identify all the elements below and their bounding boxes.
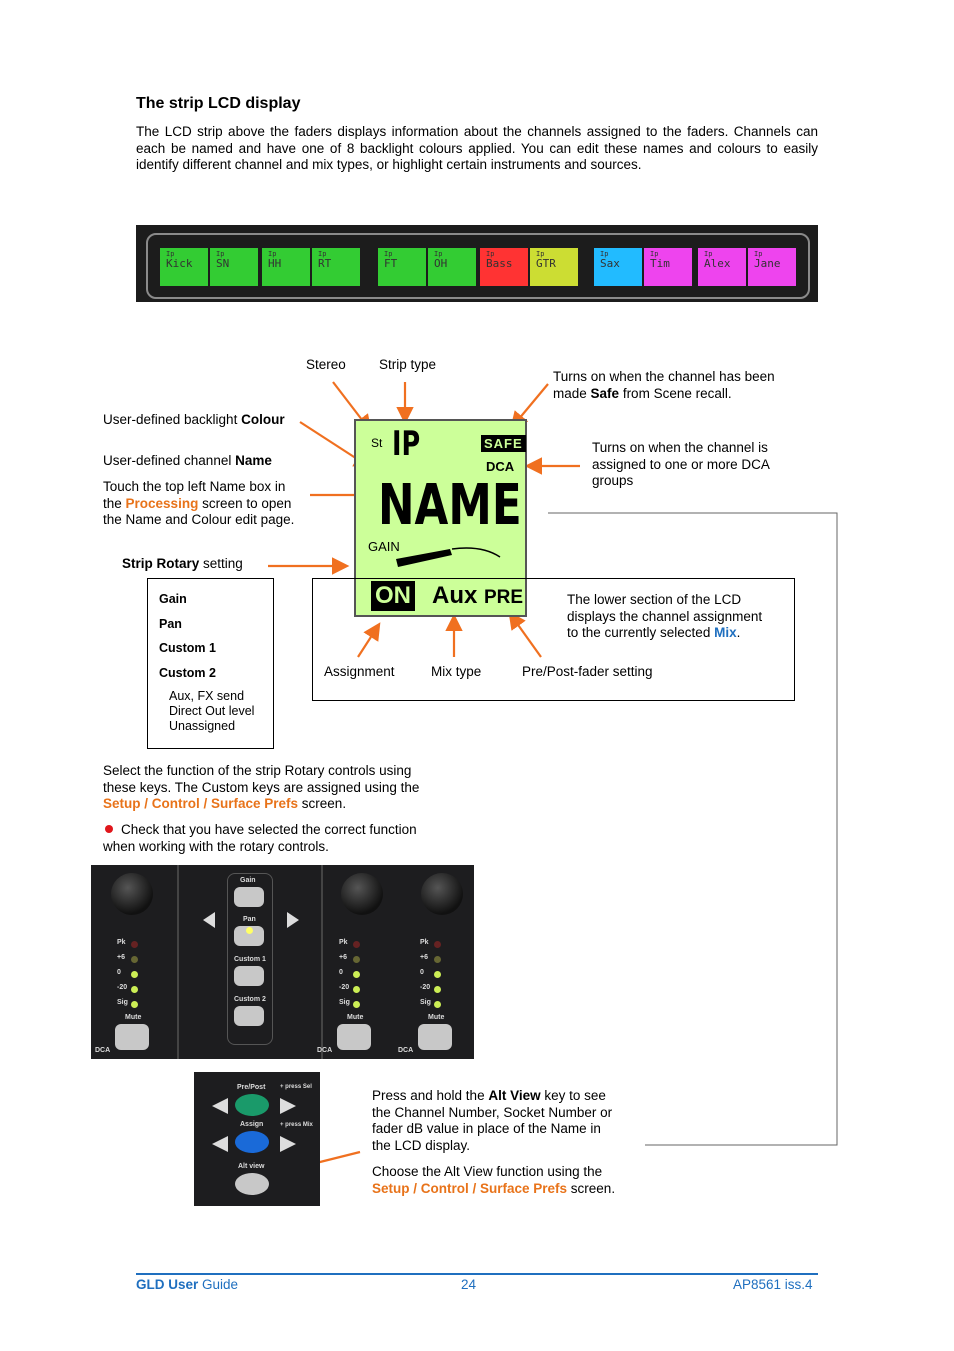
choose-paragraph: Choose the Alt View function using the Setup / Control / Surface Prefs screen. bbox=[372, 1164, 616, 1196]
option-gain: Gain bbox=[159, 592, 187, 606]
meter-led bbox=[131, 956, 138, 963]
meter-label: Pk bbox=[339, 939, 348, 946]
meter-led bbox=[131, 1001, 138, 1008]
label-stereo: Stereo bbox=[306, 357, 346, 372]
footer-rule bbox=[136, 1273, 818, 1275]
check-note: Check that you have selected the correct function when working with the rotary controls. bbox=[103, 822, 417, 854]
stereo-indicator: St bbox=[371, 436, 383, 450]
strip-lcd-name: Kick bbox=[166, 257, 193, 270]
strip-lcd-name: HH bbox=[268, 257, 282, 270]
meter-label: Sig bbox=[117, 999, 128, 1006]
meter-label: -20 bbox=[420, 984, 431, 991]
strip-lcd-ip: Ip bbox=[318, 250, 327, 258]
select-paragraph: Select the function of the strip Rotary controls using these keys. The Custom keys are assigned using the Setup / Control / Surface Prefs screen. bbox=[103, 763, 420, 811]
intro-paragraph: The LCD strip above the faders displays information about the channels assigned to the faders. Channels can each be named and have one of 8 backlight colours applied. You can edit these names and colours to easily identify different channel and mix types, or highlight certain instruments and sources. bbox=[136, 124, 818, 172]
meter-led bbox=[434, 1001, 441, 1008]
strip-lcd-ip: Ip bbox=[384, 250, 393, 258]
strip-lcd-name: RT bbox=[318, 257, 332, 270]
meter-led bbox=[353, 956, 360, 963]
option-custom-2: Custom 2 bbox=[159, 665, 216, 680]
meter-led bbox=[131, 941, 138, 948]
rotary-options-box bbox=[147, 578, 274, 749]
label-safe: Turns on when the channel has been made Safe from Scene recall. bbox=[553, 369, 775, 401]
strip-lcd-ip: Ip bbox=[600, 250, 609, 258]
strip-lcd-name: Jane bbox=[754, 257, 781, 270]
strip-lcd-ip: Ip bbox=[434, 250, 443, 258]
strip-lcd-name: Tim bbox=[650, 257, 670, 270]
channel-name: NAME bbox=[378, 473, 522, 538]
strip-lcd-ip: Ip bbox=[216, 250, 225, 258]
meter-led bbox=[434, 956, 441, 963]
mute-button[interactable] bbox=[115, 1024, 149, 1050]
meter-led bbox=[353, 1001, 360, 1008]
doc-reference: AP8561 iss.4 bbox=[733, 1277, 813, 1292]
strip-lcd-name: SN bbox=[216, 257, 230, 270]
meter-label: Sig bbox=[339, 999, 350, 1006]
meter-led bbox=[353, 986, 360, 993]
strip-lcd-ip: Ip bbox=[704, 250, 713, 258]
meter-label: +6 bbox=[117, 954, 125, 961]
meter-led bbox=[131, 971, 138, 978]
gain-meter-icon bbox=[394, 543, 502, 571]
dca-label: DCA bbox=[95, 1047, 111, 1054]
alt-view-keys-photo: Pre/Post + press Sel Assign + press Mix Alt view bbox=[194, 1072, 320, 1206]
custom-option-aux: Aux, FX send bbox=[169, 689, 245, 703]
meter-label: -20 bbox=[339, 984, 350, 991]
strip-lcd-ip: Ip bbox=[536, 250, 545, 258]
pre-post-indicator: PRE bbox=[484, 587, 524, 608]
option-custom-1: Custom 1 bbox=[159, 641, 216, 655]
strip-type-indicator: IP bbox=[392, 424, 421, 464]
alt-view-paragraph: Press and hold the Alt View key to see the Channel Number, Socket Number or fader dB value in place of the Name in the LCD display. bbox=[372, 1088, 613, 1153]
label-colour: User-defined backlight Colour bbox=[103, 412, 285, 427]
dca-label: DCA bbox=[398, 1047, 414, 1054]
option-pan: Pan bbox=[159, 616, 182, 631]
rotary-keys-photo: Gain Pan Custom 1 Custom 2 Pk +6 0 -20 Sig Mute DCA Pk +6 0 -20 Sig Mute DCA Pk +6 0 -20 Sig Mute DCA bbox=[91, 865, 474, 1059]
mute-button[interactable] bbox=[337, 1024, 371, 1050]
label-dca: Turns on when the channel is assigned to one or more DCA groups bbox=[592, 440, 770, 488]
dca-label: DCA bbox=[317, 1047, 333, 1054]
strip-lcd-name: Alex bbox=[704, 257, 731, 270]
gain-label: GAIN bbox=[368, 539, 400, 554]
strip-lcd-ip: Ip bbox=[650, 250, 659, 258]
meter-led bbox=[353, 941, 360, 948]
mute-label: Mute bbox=[428, 1014, 445, 1021]
custom-option-direct-out: Direct Out level bbox=[169, 704, 255, 718]
meter-led bbox=[434, 941, 441, 948]
safe-indicator: SAFE bbox=[481, 435, 526, 452]
meter-label: 0 bbox=[117, 969, 121, 976]
meter-label: 0 bbox=[339, 969, 343, 976]
meter-led bbox=[131, 986, 138, 993]
label-touch: Touch the top left Name box in the Processing screen to open the Name and Colour edit page. bbox=[103, 479, 295, 527]
label-assignment: Assignment bbox=[324, 664, 395, 679]
label-strip-type: Strip type bbox=[379, 357, 437, 372]
meter-led bbox=[434, 971, 441, 978]
strip-lcd-ip: Ip bbox=[486, 250, 495, 258]
meter-label: Pk bbox=[420, 939, 429, 946]
label-prepost: Pre/Post-fader setting bbox=[522, 664, 653, 679]
strip-lcd-name: GTR bbox=[536, 257, 556, 270]
mix-type-indicator: Aux bbox=[432, 582, 478, 609]
meter-led bbox=[434, 986, 441, 993]
strip-lcd-ip: Ip bbox=[754, 250, 763, 258]
label-mix-type: Mix type bbox=[431, 664, 482, 679]
label-name: User-defined channel Name bbox=[103, 453, 272, 468]
meter-label: -20 bbox=[117, 984, 128, 991]
label-lower-section: The lower section of the LCD displays the channel assignment to the currently selected Mix. bbox=[567, 592, 763, 640]
mute-label: Mute bbox=[125, 1014, 142, 1021]
mute-label: Mute bbox=[347, 1014, 364, 1021]
section-heading: The strip LCD display bbox=[136, 95, 301, 112]
meter-label: Sig bbox=[420, 999, 431, 1006]
meter-label: 0 bbox=[420, 969, 424, 976]
strip-lcd-name: FT bbox=[384, 257, 398, 270]
page-number: 24 bbox=[461, 1277, 477, 1292]
bullet-icon bbox=[105, 825, 113, 833]
meter-led bbox=[353, 971, 360, 978]
dca-indicator: DCA bbox=[486, 459, 515, 474]
meter-label: +6 bbox=[339, 954, 347, 961]
on-indicator: ON bbox=[371, 581, 415, 611]
strip-lcd-name: Bass bbox=[486, 257, 513, 270]
mute-button[interactable] bbox=[418, 1024, 452, 1050]
meter-label: +6 bbox=[420, 954, 428, 961]
strip-lcd-ip: Ip bbox=[268, 250, 277, 258]
strip-lcd-ip: Ip bbox=[166, 250, 175, 258]
strip-lcd-name: Sax bbox=[600, 257, 620, 270]
strip-lcd-name: OH bbox=[434, 257, 448, 270]
label-strip-rotary: Strip Rotary setting bbox=[122, 556, 243, 571]
footer-title: GLD User Guide bbox=[136, 1277, 239, 1292]
custom-option-unassigned: Unassigned bbox=[169, 719, 236, 733]
meter-label: Pk bbox=[117, 939, 126, 946]
